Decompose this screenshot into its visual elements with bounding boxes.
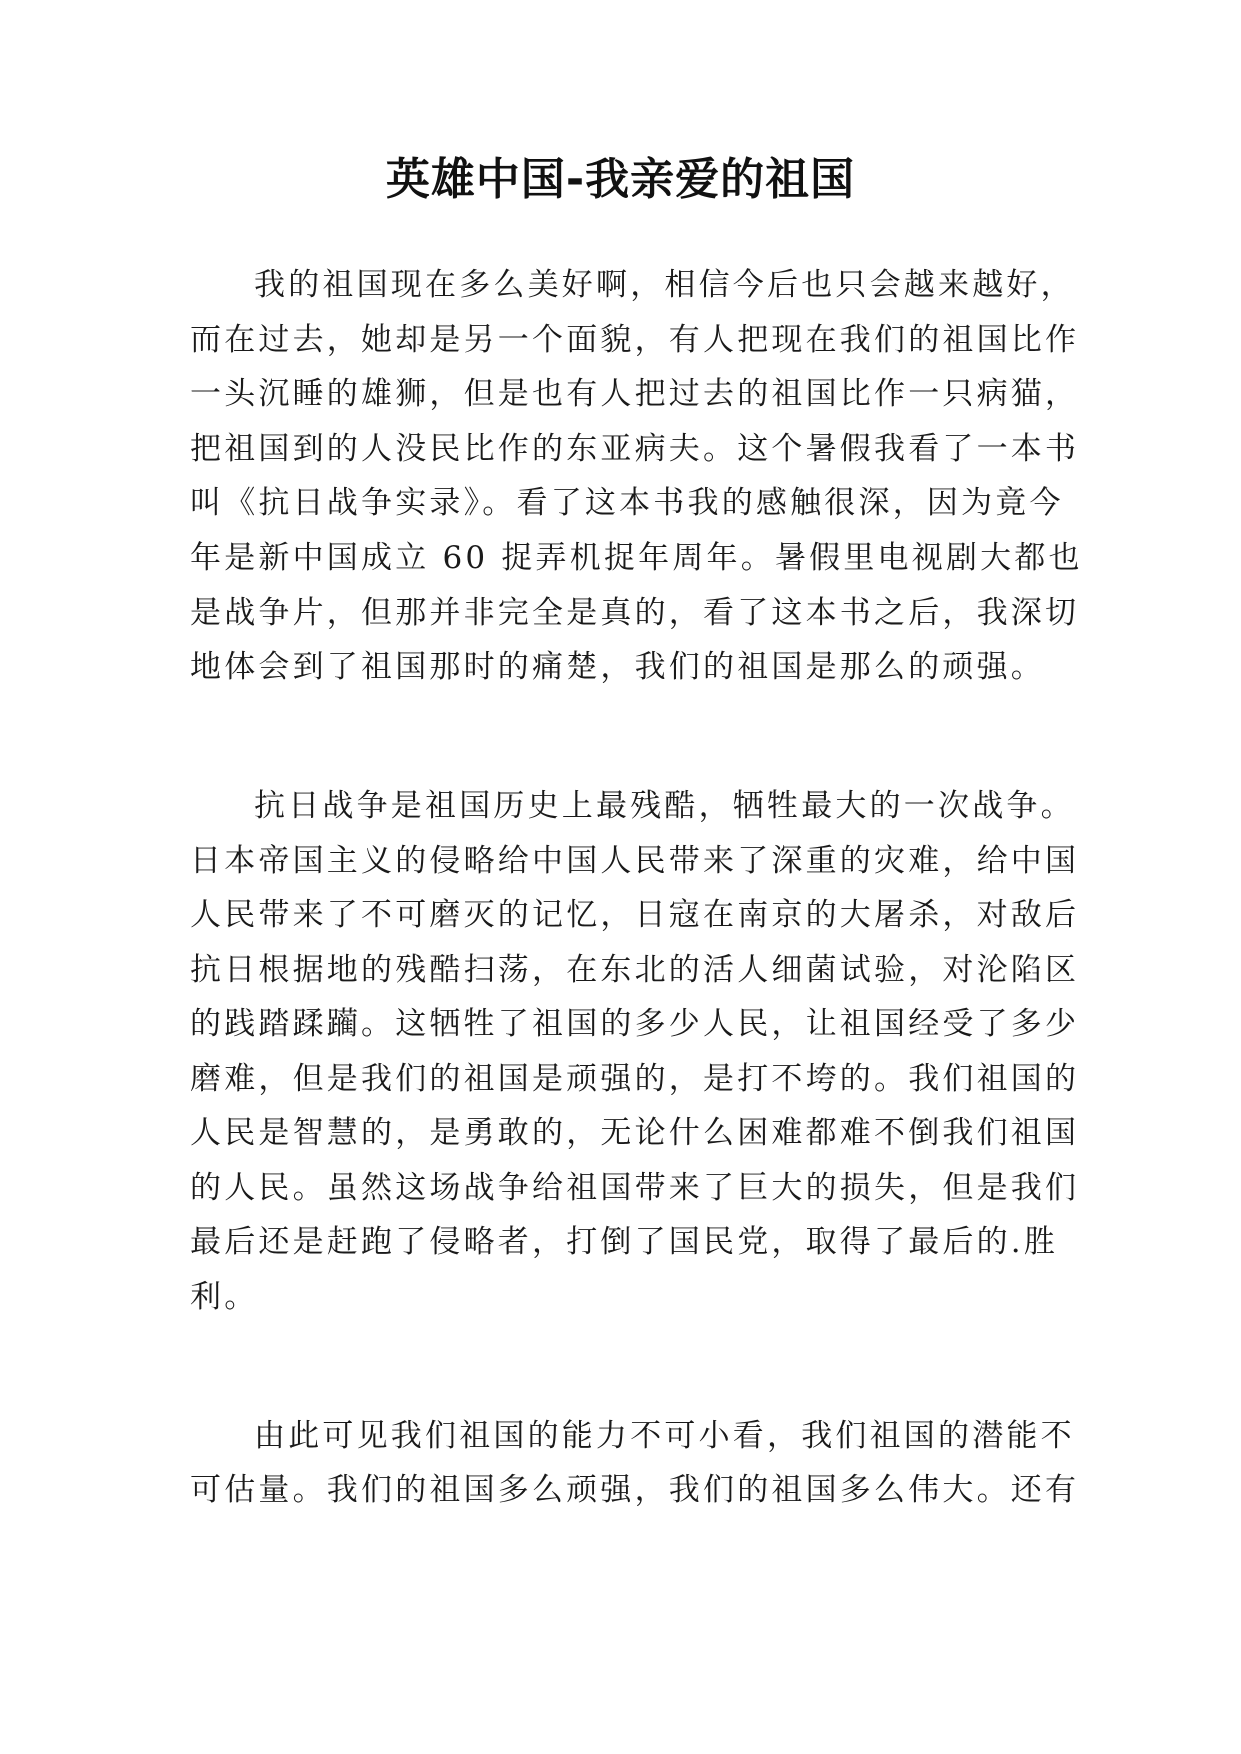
paragraph-2-line-1: 抗日战争是祖国历史上最残酷，牺牲最大的一次战争。 <box>254 788 1075 824</box>
paragraph-2-line-7: 人民是智慧的，是勇敢的，无论什么困难都难不倒我们祖国 <box>190 1115 1080 1151</box>
paragraph-1-line-8: 地体会到了祖国那时的痛楚，我们的祖国是那么的顽强。 <box>190 649 1045 685</box>
paragraph-1-line-2: 而在过去，她却是另一个面貌，有人把现在我们的祖国比作 <box>190 322 1080 358</box>
paragraph-1-line-5: 叫《抗日战争实录》。看了这本书我的感触很深，因为竟今 <box>190 485 1064 521</box>
paragraph-1-line-3: 一头沉睡的雄狮，但是也有人把过去的祖国比作一只病猫， <box>190 376 1080 412</box>
document-title: 英雄中国-我亲爱的祖国 <box>385 154 856 205</box>
paragraph-2-line-8: 的人民。虽然这场战争给祖国带来了巨大的损失，但是我们 <box>190 1170 1080 1206</box>
paragraph-2-line-6: 磨难，但是我们的祖国是顽强的，是打不垮的。我们祖国的 <box>190 1061 1080 1097</box>
paragraph-2-line-5: 的践踏蹂躏。这牺牲了祖国的多少人民，让祖国经受了多少 <box>190 1006 1080 1042</box>
paragraph-2-line-10: 利。 <box>190 1279 259 1315</box>
paragraph-1-line-7: 是战争片，但那并非完全是真的，看了这本书之后，我深切 <box>190 595 1080 631</box>
paragraph-2-line-3: 人民带来了不可磨灭的记忆，日寇在南京的大屠杀，对敌后 <box>190 897 1080 933</box>
paragraph-2-line-2: 日本帝国主义的侵略给中国人民带来了深重的灾难，给中国 <box>190 843 1080 879</box>
paragraph-1-line-1: 我的祖国现在多么美好啊，相信今后也只会越来越好， <box>254 267 1075 303</box>
paragraph-3-line-2: 可估量。我们的祖国多么顽强，我们的祖国多么伟大。还有 <box>190 1472 1080 1508</box>
paragraph-1-line-6: 年是新中国成立 60 捉弄机捉年周年。暑假里电视剧大都也 <box>190 540 1083 576</box>
paragraph-1-line-4: 把祖国到的人没民比作的东亚病夫。这个暑假我看了一本书 <box>190 431 1080 467</box>
paragraph-2-line-9: 最后还是赶跑了侵略者，打倒了国民党，取得了最后的.胜 <box>190 1224 1059 1260</box>
paragraph-2-line-4: 抗日根据地的残酷扫荡，在东北的活人细菌试验，对沦陷区 <box>190 952 1080 988</box>
paragraph-3-line-1: 由此可见我们祖国的能力不可小看，我们祖国的潜能不 <box>254 1418 1075 1454</box>
